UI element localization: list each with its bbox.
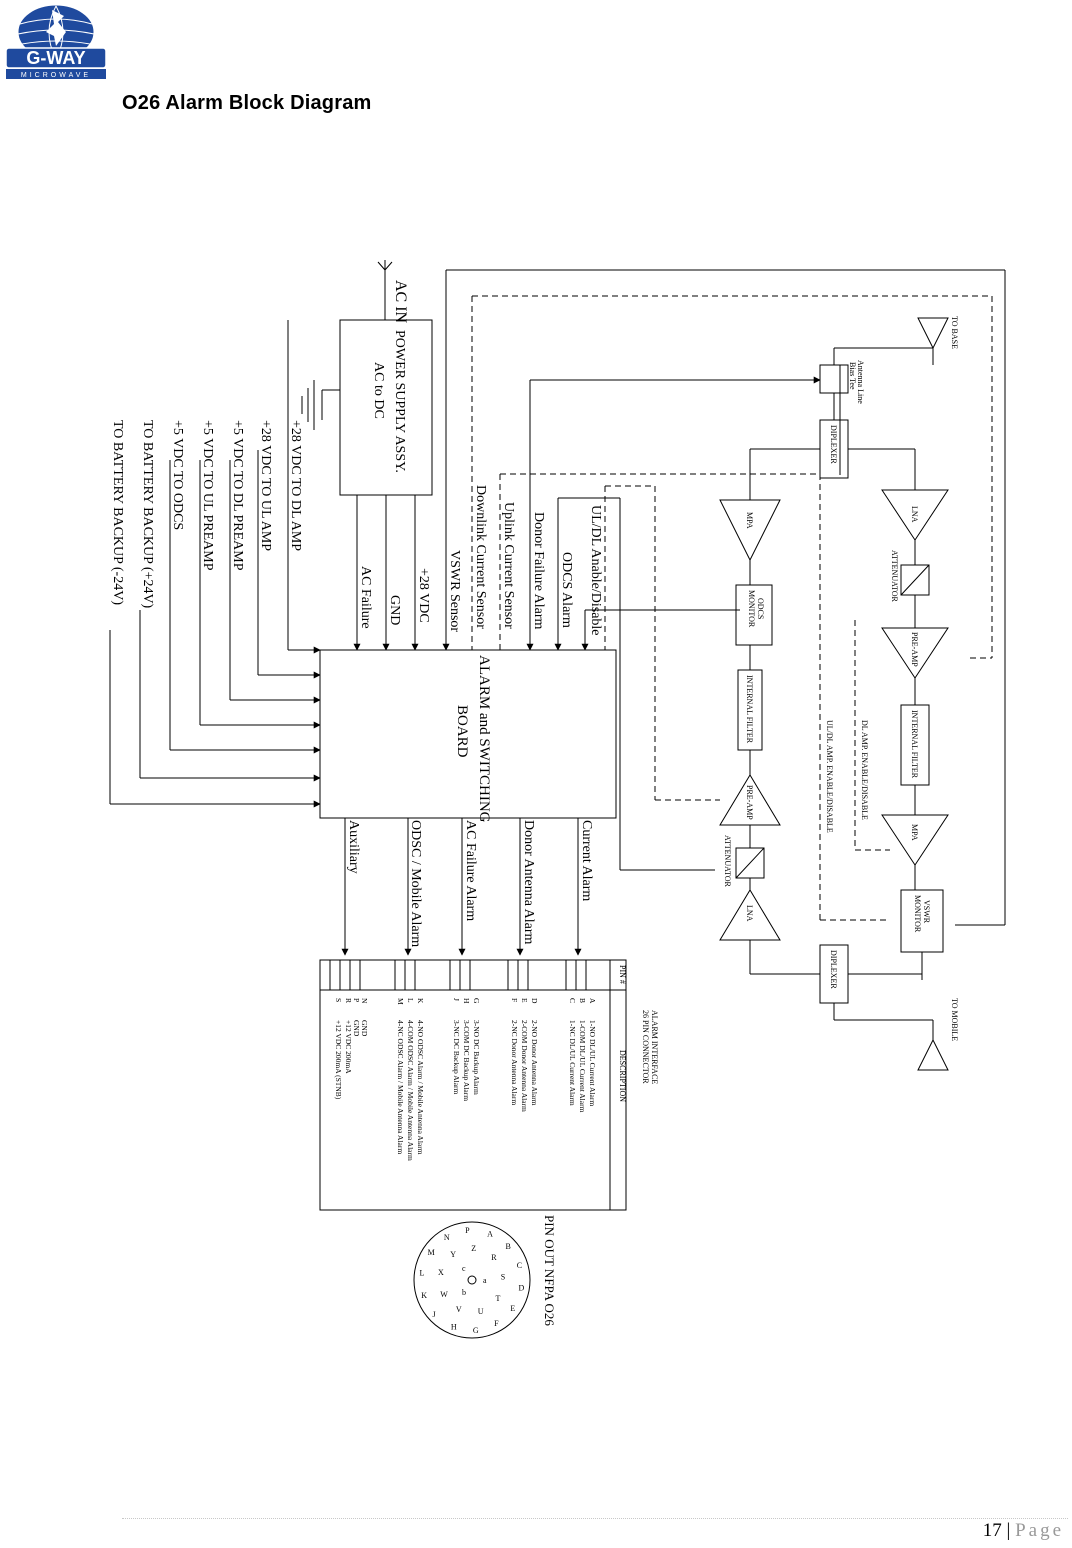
diplexer-bottom-label: DIPLEXER [829, 950, 838, 989]
filter-ul-label: INTERNAL FILTER [910, 710, 919, 779]
pin-b-description: 1-COM DL/UL Current Alarm [578, 1020, 587, 1113]
pin-c-description: 1-NC DL/UL Current Alarm [568, 1020, 577, 1106]
pin-r-label: R [344, 998, 353, 1004]
pin-p-description: GND [352, 1020, 361, 1037]
pin-n-label: N [360, 998, 369, 1004]
in-28vdc: +28 VDC [416, 568, 431, 623]
out-current: Current Alarm [579, 820, 594, 902]
board-label: ALARM and SWITCHING [476, 655, 492, 823]
pin-center-c: c [462, 1263, 466, 1273]
out-odsc-mobile: ODSC / Mobile Alarm [408, 820, 423, 948]
in-ul-dl-enable: UL/DL Anable/Disable [588, 505, 603, 636]
out-batt-pos: TO BATTERY BACKUP (+24V) [140, 420, 155, 609]
pin-outer-B: B [505, 1241, 511, 1251]
pin-inner-T: T [495, 1294, 501, 1303]
pin-outer-H: H [450, 1322, 457, 1332]
page-number: 17 [982, 1520, 1002, 1541]
pin-outer-N: N [443, 1232, 450, 1242]
pin-outer-J: J [432, 1310, 436, 1320]
page-separator: | [1001, 1520, 1016, 1541]
pin-outer-L: L [419, 1268, 425, 1278]
to-base-label: TO BASE [950, 316, 959, 349]
pin-outer-G: G [472, 1325, 479, 1335]
out-donor-antenna: Donor Antenna Alarm [521, 820, 536, 945]
pin-j-description: 3-NC DC Backup Alarm [452, 1020, 461, 1095]
pin-d-label: D [530, 998, 539, 1004]
uldl-enable-label: UL/DL AMP. ENABLE/DISABLE [825, 720, 834, 833]
g-way-logo [2, 2, 110, 82]
out-5v-dl: +5 VDC TO DL PREAMP [230, 420, 245, 571]
vswr-label: VSWR [922, 900, 931, 924]
out-auxiliary: Auxiliary [346, 820, 361, 874]
pin-outer-P: P [465, 1226, 470, 1236]
pin-s-label: S [334, 998, 343, 1003]
out-28v-dl: +28 VDC TO DL AMP [288, 420, 303, 552]
out-5v-ul: +5 VDC TO UL PREAMP [200, 420, 215, 571]
pinout-title: PIN OUT NFPA O26 [542, 1215, 557, 1326]
page-word: Page [1015, 1520, 1064, 1541]
pin-outer-E: E [510, 1304, 516, 1313]
pin-a-description: 1-NO DL/UL Current Alarm [588, 1020, 597, 1107]
mpa-ul-label: MPA [910, 824, 919, 841]
mpa-dl-label: MPA [745, 512, 754, 529]
pin-outer-C: C [516, 1261, 523, 1271]
pin-f-label: F [510, 998, 519, 1003]
pin-k-label: K [416, 998, 425, 1004]
pin-inner-V: V [455, 1305, 462, 1315]
pin-j-label: J [452, 998, 461, 1001]
svg-text:G-WAY: G-WAY [26, 48, 86, 68]
pin-inner-X: X [438, 1268, 444, 1278]
pin-h-description: 3-COM DC Backup Alarm [462, 1020, 471, 1102]
diplexer-top-label: DIPLEXER [829, 425, 838, 464]
pin-g-label: G [472, 998, 481, 1004]
desc-col-header: DESCRIPTION [618, 1050, 627, 1103]
in-ul-current: Uplink Current Sensor [501, 502, 516, 629]
lna-ul-label: LNA [910, 506, 919, 523]
in-odcs-alarm: ODCS Alarm [559, 552, 574, 628]
pin-l-description: 4-COM ODSC Alarm / Mobile Antenna Alarm [406, 1020, 415, 1161]
out-batt-neg: TO BATTERY BACKUP (-24V) [110, 420, 125, 605]
interface-title: ALARM INTERFACE [650, 1010, 659, 1085]
in-ac-failure: AC Failure [358, 566, 373, 629]
attenuator-dl-label: ATTENUATOR [723, 835, 732, 887]
block-diagram [100, 250, 1020, 1360]
pin-h-label: H [462, 998, 471, 1004]
pin-c-label: C [568, 998, 577, 1004]
pin-s-description: +12 VDC 200mA (STNB) [334, 1020, 343, 1100]
preamp-ul-label: PRE-AMP [910, 632, 919, 667]
pin-e-description: 2-COM Donor Antenna Alarm [520, 1020, 529, 1112]
pin-outer-F: F [494, 1319, 499, 1329]
odcs-label: ODCS [756, 598, 765, 620]
pin-m-description: 4-NC ODSC Alarm / Mobile Antenna Alarm [396, 1020, 405, 1155]
odcs-sub-label: MONITOR [747, 590, 756, 628]
pin-outer-M: M [427, 1248, 435, 1257]
in-dl-current: Downlink Current Sensor [473, 485, 488, 629]
bias-tee-label: Antenna Line [856, 360, 865, 404]
in-vswr: VSWR Sensor [447, 550, 462, 633]
pin-f-description: 2-NC Donor Antenna Alarm [510, 1020, 519, 1106]
out-ac-failure: AC Failure Alarm [463, 820, 478, 922]
pin-inner-W: W [440, 1289, 448, 1299]
footer-rule [122, 1518, 1068, 1519]
interface-sub-title: 26 PIN CONNECTOR [641, 1010, 650, 1084]
pin-d-description: 2-NO Donor Antenna Alarm [530, 1020, 539, 1106]
pin-center-b: b [462, 1288, 466, 1298]
vswr-sub-label: MONITOR [913, 895, 922, 933]
psu-label: POWER SUPPLY ASSY. [392, 330, 407, 473]
psu-sub-label: AC to DC [371, 362, 386, 419]
in-gnd: GND [387, 595, 402, 626]
pin-outer-D: D [518, 1283, 525, 1293]
out-5v-odcs: +5 VDC TO ODCS [170, 420, 185, 531]
in-donor-failure: Donor Failure Alarm [531, 512, 546, 630]
attenuator-ul-label: ATTENUATOR [890, 550, 899, 602]
pin-center-a: a [483, 1276, 487, 1285]
pin-n-description: GND [360, 1020, 369, 1037]
pin-inner-R: R [491, 1253, 497, 1262]
dl-enable-label: DL AMP. ENABLE/DISABLE [860, 720, 869, 820]
pin-g-description: 3-NO DC Backup Alarm [472, 1020, 481, 1095]
pin-r-description: +12 VDC 200mA [344, 1020, 353, 1074]
pin-inner-U: U [477, 1306, 484, 1316]
lna-dl-label: LNA [745, 905, 754, 922]
pin-k-description: 4-NO ODSC Alarm / Mobile Antenna Alarm [416, 1020, 425, 1155]
pin-col-header: PIN # [618, 965, 627, 984]
bias-tee-sub-label: Bias Tee [848, 362, 857, 390]
pin-outer-A: A [487, 1229, 493, 1239]
ac-in-label: AC IN [392, 280, 409, 324]
page-footer [983, 1520, 1064, 1542]
preamp-dl-label: PRE-AMP [745, 785, 754, 820]
bias-tee [820, 365, 848, 393]
pinout-connector [414, 1222, 530, 1338]
board-sub-label: BOARD [454, 705, 470, 758]
pin-l-label: L [406, 998, 415, 1003]
filter-dl-label: INTERNAL FILTER [745, 675, 754, 744]
pin-a-label: A [588, 998, 597, 1004]
out-28v-ul: +28 VDC TO UL AMP [258, 420, 273, 552]
pin-outer-K: K [421, 1290, 428, 1300]
pin-e-label: E [520, 998, 529, 1003]
pin-inner-Z: Z [471, 1244, 477, 1254]
svg-text:MICROWAVE: MICROWAVE [20, 72, 92, 79]
pin-b-label: B [578, 998, 587, 1004]
to-mobile-label: TO MOBILE [950, 998, 959, 1042]
pin-inner-Y: Y [450, 1250, 457, 1260]
pin-p-label: P [352, 998, 361, 1003]
page-title: O26 Alarm Block Diagram [122, 92, 372, 114]
pin-m-label: M [396, 998, 405, 1005]
pin-inner-S: S [500, 1272, 506, 1282]
